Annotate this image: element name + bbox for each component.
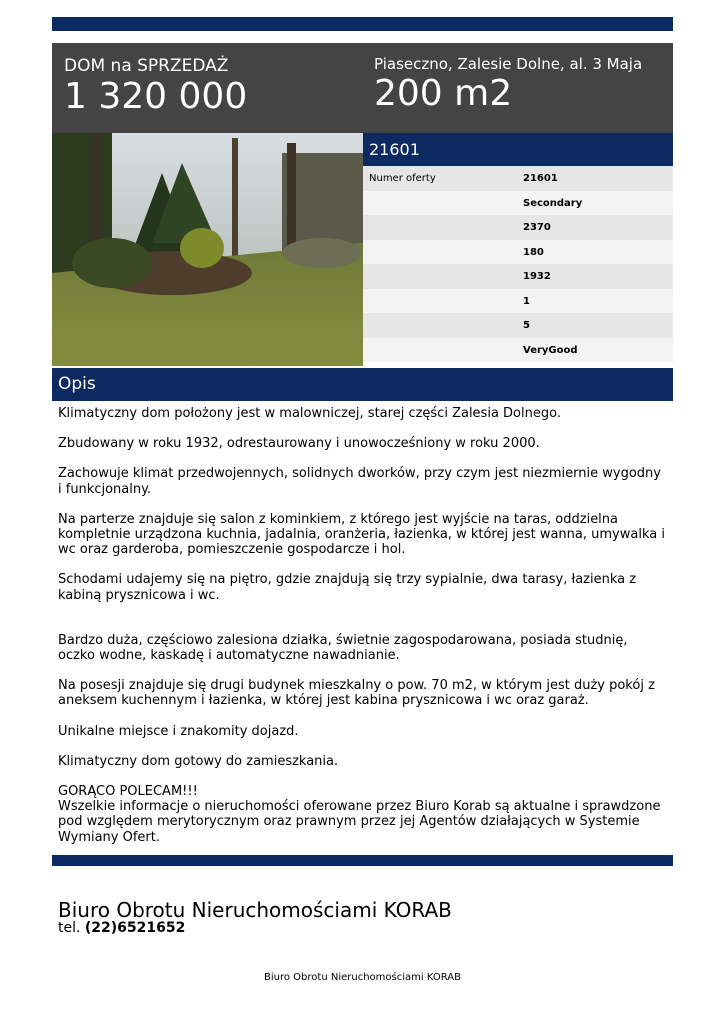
description-paragraph: Klimatyczny dom położony jest w malowniczej, starej części Zalesia Dolnego.	[58, 406, 561, 421]
description-paragraph: Zachowuje klimat przedwojennych, solidnych dworków, przy czym jest niezmiernie wygodny i funkcjonalny.	[58, 466, 661, 497]
property-row	[363, 215, 673, 240]
description-body	[58, 406, 668, 845]
address: Piaseczno, Zalesie Dolne, al. 3 Maja	[374, 55, 643, 73]
price: 1 320 000	[64, 76, 248, 117]
description-paragraph: Zbudowany w roku 1932, odrestaurowany i unowocześniony w roku 2000.	[58, 436, 540, 452]
description-paragraph: Schodami udajemy się na piętro, gdzie znajdują się trzy sypialnie, dwa tarasy, łazienka z kabiną prysznicowa i wc.	[58, 572, 637, 603]
property-row	[363, 264, 673, 289]
description-paragraph: Wszelkie informacje o nieruchomości oferowane przez Biuro Korab są aktualne i sprawdzone pod względem merytorycznym oraz prawnym przez jej Agentów działających w Systemie Wymiany Ofert.	[58, 799, 661, 845]
description-title: Opis	[58, 374, 96, 394]
phone-number: (22)6521652	[84, 920, 186, 936]
property-row	[363, 240, 673, 265]
property-value: Secondary	[523, 197, 583, 209]
description-paragraph: Bardzo duża, częściowo zalesiona działka, świetnie zagospodarowana, posiada studnię, oczko wodne, kaskadę i automatyczne nawadnianie.	[58, 632, 628, 664]
bottom-accent-bar	[52, 855, 673, 866]
property-value: VeryGood	[523, 344, 578, 356]
property-row	[363, 313, 673, 338]
description-header	[52, 368, 673, 401]
property-type: DOM na SPRZEDAŻ	[64, 56, 229, 76]
description-paragraph: Na parterze znajduje się salon z kominkiem, z którego jest wyjście na taras, oddzielna kompletnie urządzona kuchnia, jadalnia, oranżeria, łazienka, w której jest wanna, umywalka i wc oraz garderoba, pomieszczenie gospodarcze i hol.	[58, 511, 665, 558]
property-label: Numer oferty	[369, 173, 436, 184]
property-photo	[52, 133, 363, 366]
property-row	[363, 191, 673, 216]
description-paragraph: GORĄCO POLECAM!!!	[58, 784, 198, 800]
listing-header	[52, 43, 673, 133]
property-row	[363, 166, 673, 191]
property-details-table	[363, 166, 673, 362]
description-paragraph: Unikalne miejsce i znakomity dojazd.	[58, 723, 299, 739]
property-value: 1	[523, 295, 530, 307]
agency-name: Biuro Obrotu Nieruchomościami KORAB	[58, 898, 452, 922]
property-value: 180	[523, 246, 544, 258]
property-value: 21601	[523, 173, 558, 184]
property-row	[363, 289, 673, 314]
description-paragraph: Klimatyczny dom gotowy do zamieszkania.	[58, 753, 339, 769]
description-paragraph: Na posesji znajduje się drugi budynek mieszkalny o pow. 70 m2, w którym jest duży pokój z aneksem kuchennym i łazienka, w której jest kabina prysznicowa i wc oraz garaż.	[58, 678, 655, 709]
property-value: 5	[523, 320, 530, 331]
offer-id-bar	[363, 133, 673, 166]
area: 200 m2	[374, 73, 513, 114]
offer-id: 21601	[369, 140, 420, 159]
property-value: 1932	[523, 271, 551, 282]
agency-phone	[58, 920, 185, 936]
top-accent-bar	[52, 17, 673, 31]
property-value: 2370	[523, 222, 551, 233]
property-row	[363, 338, 673, 363]
page-footer: Biuro Obrotu Nieruchomościami KORAB	[264, 972, 461, 983]
phone-label: tel.	[58, 920, 81, 936]
